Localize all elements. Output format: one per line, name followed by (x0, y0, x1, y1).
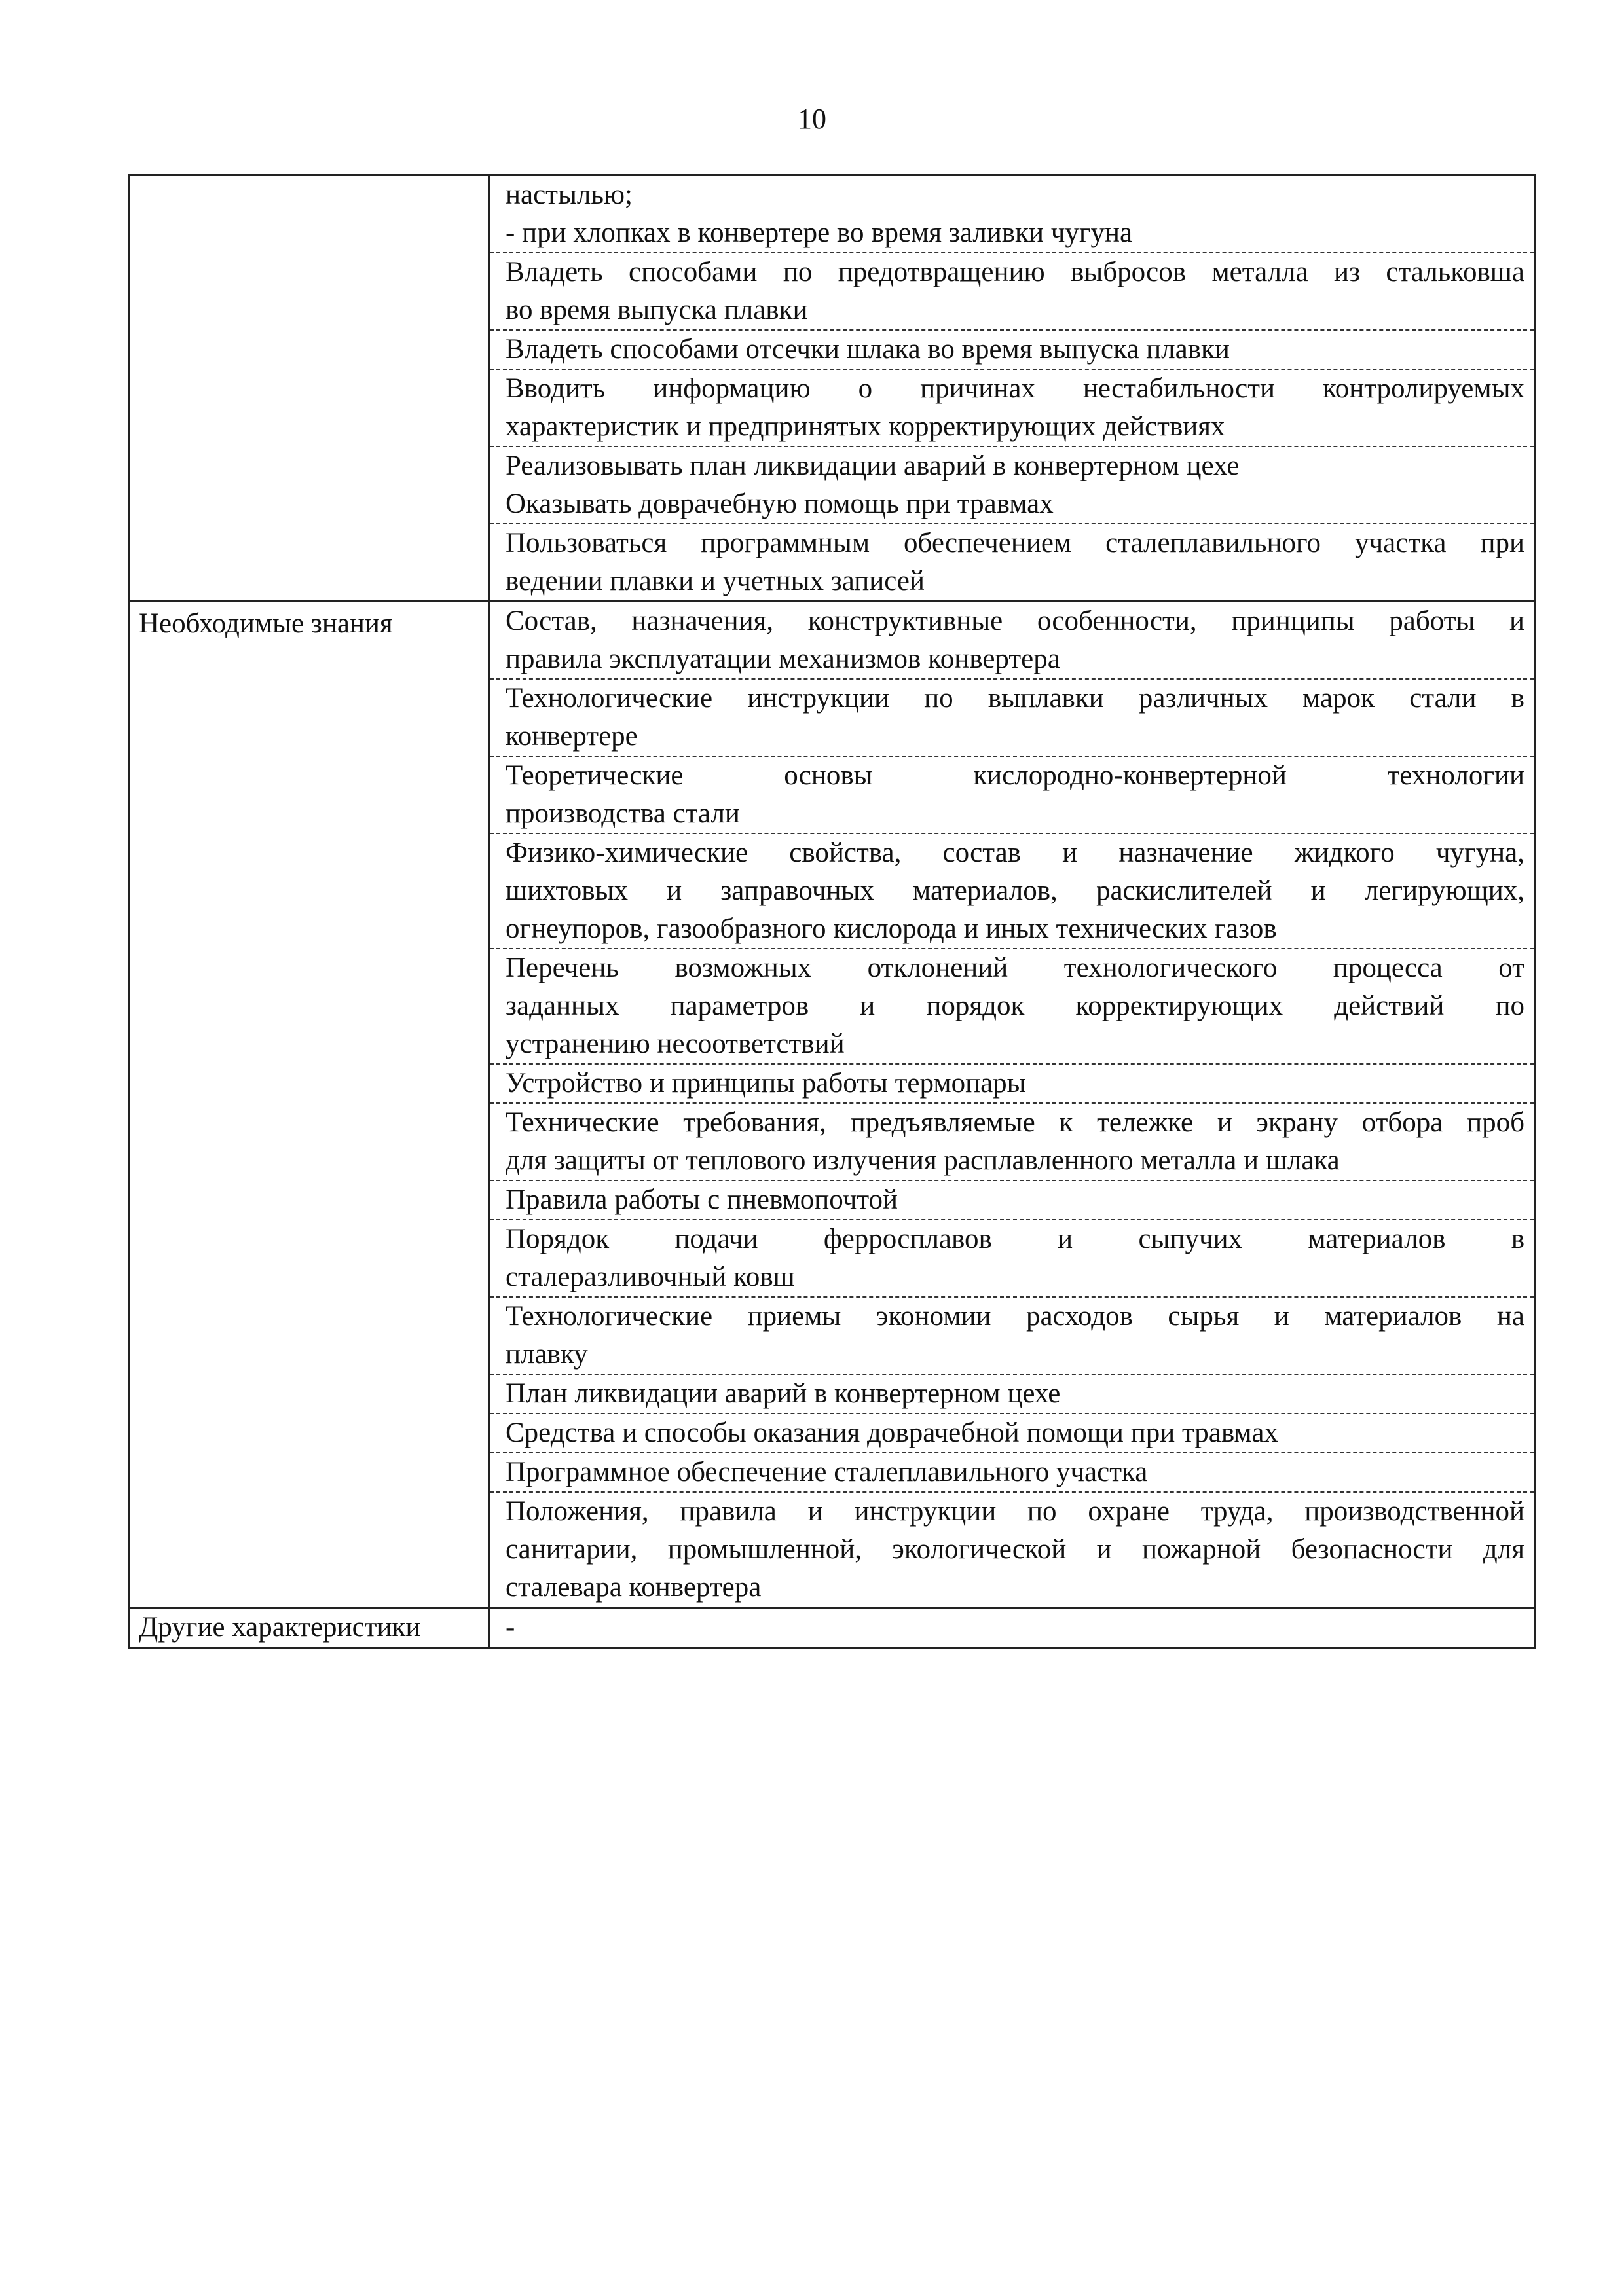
list-item (490, 1452, 1534, 1491)
item-line: Оказывать доврачебную помощь при травмах (506, 488, 1054, 519)
group-items (490, 602, 1534, 1607)
list-item (490, 1374, 1534, 1413)
item-line: Технические требования, предъявляемые к тележке и экрану отбора проб (506, 1107, 1524, 1138)
item-line: сталевара конвертера (506, 1572, 762, 1603)
table-group-other-characteristics (130, 1607, 1534, 1647)
table-group-required-knowledge (130, 600, 1534, 1607)
list-item (490, 523, 1534, 600)
item-line: огнеупоров, газообразного кислорода и иных технических газов (506, 913, 1277, 944)
item-line: плавку (506, 1339, 588, 1370)
item-line: шихтовых и заправочных материалов, раскислителей и легирующих, (506, 875, 1524, 906)
item-line: Теоретические основы кислородно-конвертерной технологии (506, 760, 1524, 791)
list-item (490, 1491, 1534, 1607)
item-line: заданных параметров и порядок корректирующих действий по (506, 991, 1524, 1021)
item-line: Пользоваться программным обеспечением сталеплавильного участка при (506, 528, 1524, 558)
list-item (490, 1609, 1534, 1647)
list-item (490, 176, 1534, 252)
list-item (490, 446, 1534, 523)
item-line: Средства и способы оказания доврачебной помощи при травмах (506, 1417, 1278, 1448)
list-item (490, 1102, 1534, 1180)
list-item (490, 1296, 1534, 1374)
item-line: Перечень возможных отклонений технологического процесса от (506, 953, 1524, 983)
list-item (490, 756, 1534, 833)
item-line: Вводить информацию о причинах нестабильности контролируемых (506, 373, 1524, 404)
item-line: санитарии, промышленной, экологической и пожарной безопасности для (506, 1534, 1524, 1565)
item-line: - при хлопках в конвертере во время заливки чугуна (506, 217, 1133, 248)
list-item (490, 369, 1534, 446)
item-line: устранению несоответствий (506, 1029, 845, 1059)
item-line: - (506, 1612, 515, 1643)
list-item (490, 252, 1534, 329)
item-line: Владеть способами по предотвращению выбросов металла из стальковша (506, 257, 1524, 287)
table-group-skills (130, 176, 1534, 600)
item-line: ведении плавки и учетных записей (506, 566, 925, 596)
list-item (490, 1219, 1534, 1296)
item-line: Программное обеспечение сталеплавильного участка (506, 1457, 1148, 1487)
list-item (490, 678, 1534, 756)
group-label: Необходимые знания (130, 602, 490, 1607)
group-label (130, 176, 490, 600)
list-item (490, 329, 1534, 369)
group-items (490, 1609, 1534, 1647)
list-item (490, 1413, 1534, 1452)
item-line: Правила работы с пневмопочтой (506, 1184, 898, 1215)
skills-knowledge-table (128, 174, 1536, 1649)
item-line: производства стали (506, 798, 740, 829)
list-item (490, 1180, 1534, 1219)
item-line: характеристик и предпринятых корректирующих действиях (506, 411, 1225, 442)
item-line: Состав, назначения, конструктивные особенности, принципы работы и (506, 606, 1524, 636)
item-line: Технологические приемы экономии расходов сырья и материалов на (506, 1301, 1524, 1332)
list-item (490, 948, 1534, 1063)
list-item (490, 1063, 1534, 1102)
item-line: настылью; (506, 179, 633, 210)
page-number: 10 (798, 103, 826, 135)
item-line: Реализовывать план ликвидации аварий в конвертерном цехе (506, 450, 1240, 481)
item-line: Владеть способами отсечки шлака во время выпуска плавки (506, 334, 1230, 365)
item-line: Технологические инструкции по выплавки различных марок стали в (506, 683, 1524, 714)
group-items (490, 176, 1534, 600)
item-line: Устройство и принципы работы термопары (506, 1068, 1026, 1099)
item-line: конвертере (506, 721, 638, 752)
item-line: для защиты от теплового излучения расплавленного металла и шлака (506, 1145, 1340, 1176)
item-line: Положения, правила и инструкции по охране труда, производственной (506, 1496, 1524, 1527)
group-label: Другие характеристики (130, 1609, 490, 1647)
item-line: Физико-химические свойства, состав и назначение жидкого чугуна, (506, 837, 1524, 868)
list-item (490, 602, 1534, 678)
item-line: правила эксплуатации механизмов конвертера (506, 644, 1060, 674)
item-line: сталеразливочный ковш (506, 1262, 795, 1292)
item-line: во время выпуска плавки (506, 295, 808, 325)
list-item (490, 833, 1534, 948)
item-line: План ликвидации аварий в конвертерном цехе (506, 1378, 1061, 1409)
item-line: Порядок подачи ферросплавов и сыпучих материалов в (506, 1224, 1524, 1254)
